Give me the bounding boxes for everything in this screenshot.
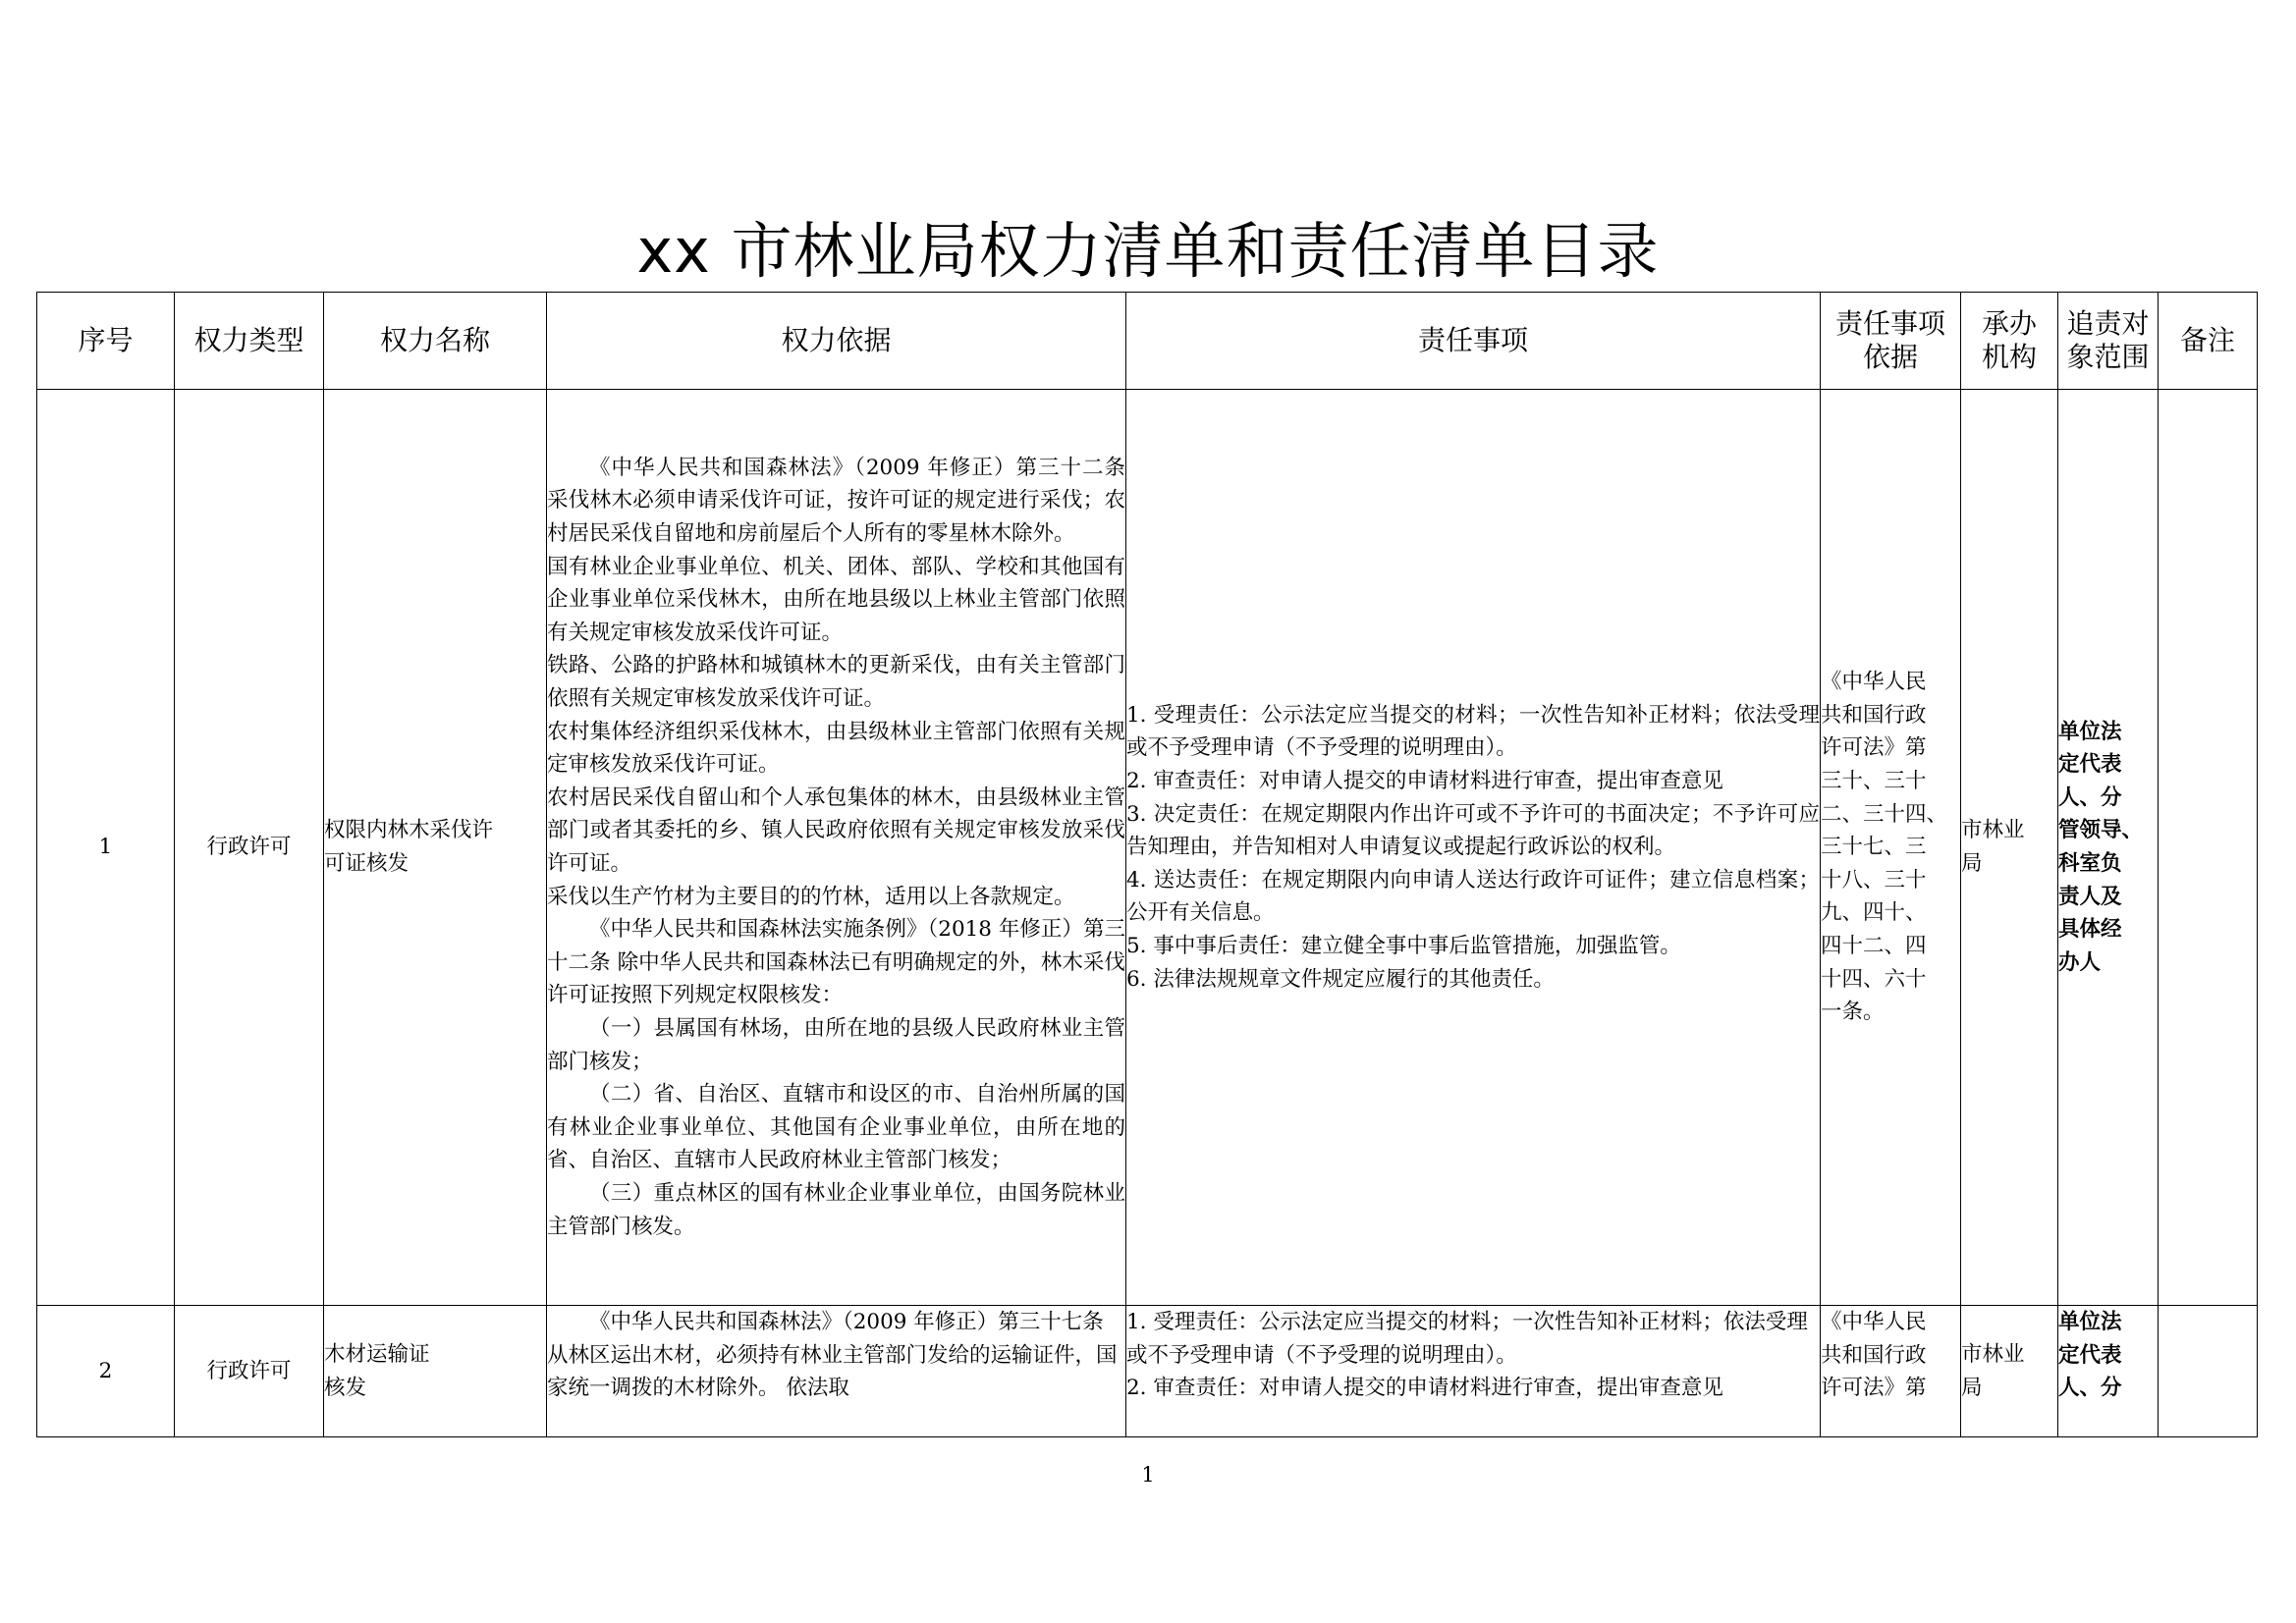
cell-duty: 1. 受理责任：公示法定应当提交的材料；一次性告知补正材料；依法受理或不予受理申请（不予受理的说明理由）。 2. 审查责任：对申请人提交的申请材料进行审查，提出审查意见 3. 决定责任：在规定期限内作出许可或不予许可的书面决定；不予许可应告知理由，并告知相对人申请复议或提起行政诉讼的权利。 4. 送达责任：在规定期限内向申请人送达行政许可证件；建立信息档案；公开有关信息。 5. 事中事后责任：建立健全事中事后监管措施，加强监管。 6. 法律法规规章文件规定应履行的其他责任。 <box>1126 390 1821 1306</box>
cell-power-name: 权限内林木采伐许 可证核发 <box>324 390 547 1306</box>
table-header-row <box>37 293 2258 390</box>
header-seq: 序号 <box>37 293 175 390</box>
header-scope: 追责对 象范围 <box>2058 293 2159 390</box>
cell-power-type: 行政许可 <box>175 1306 324 1437</box>
page-title: xx 市林业局权力清单和责任清单目录 <box>636 215 1660 287</box>
cell-power-name: 木材运输证 核发 <box>324 1306 547 1437</box>
cell-power-basis: 《中华人民共和国森林法》（2009 年修正）第三十二条 采伐林木必须申请采伐许可证，按许可证的规定进行采伐；农村居民采伐自留地和房前屋后个人所有的零星林木除外。 国有林业企业事业单位、机关、团体、部队、学校和其他国有企业事业单位采伐林木，由所在地县级以上林业主管部门依照有关规定审核发放采伐许可证。 铁路、公路的护路林和城镇林木的更新采伐，由有关主管部门依照有关规定审核发放采伐许可证。 农村集体经济组织采伐林木，由县级林业主管部门依照有关规定审核发放采伐许可证。 农村居民采伐自留山和个人承包集体的林木，由县级林业主管部门或者其委托的乡、镇人民政府依照有关规定审核发放采伐许可证。 采伐以生产竹材为主要目的的竹林，适用以上各款规定。 《中华人民共和国森林法实施条例》（2018 年修正）第三十二条 除中华人民共和国森林法已有明确规定的外，林木采伐许可证按照下列规定权限核发： （一）县属国有林场，由所在地的县级人民政府林业主管部门核发； （二）省、自治区、直辖市和设区的市、自治州所属的国有林业企业事业单位、其他国有企业事业单位，由所在地的省、自治区、直辖市人民政府林业主管部门核发； （三）重点林区的国有林业企业事业单位，由国务院林业主管部门核发。 <box>547 390 1126 1306</box>
header-org: 承办 机构 <box>1961 293 2058 390</box>
cell-note <box>2159 1306 2258 1437</box>
cell-duty-basis: 《中华人民 共和国行政 许可法》第 <box>1821 1306 1961 1437</box>
table-row <box>37 1306 2258 1437</box>
header-power-name: 权力名称 <box>324 293 547 390</box>
header-duty: 责任事项 <box>1126 293 1821 390</box>
header-power-type: 权力类型 <box>175 293 324 390</box>
header-power-basis: 权力依据 <box>547 293 1126 390</box>
cell-org: 市林业 局 <box>1961 1306 2058 1437</box>
page-number: 1 <box>1141 1463 1155 1487</box>
cell-accountability-scope: 单位法 定代表 人、分 管领导、 科室负 责人及 具体经 办人 <box>2058 390 2159 1306</box>
cell-duty-basis: 《中华人民 共和国行政 许可法》第 三十、三十 二、三十四、 三十七、三 十八、三十 九、四十、 四十二、四 十四、六十 一条。 <box>1821 390 1961 1306</box>
cell-note <box>2159 390 2258 1306</box>
cell-duty: 1. 受理责任：公示法定应当提交的材料；一次性告知补正材料；依法受理或不予受理申请（不予受理的说明理由）。 2. 审查责任：对申请人提交的申请材料进行审查，提出审查意见 <box>1126 1306 1821 1437</box>
header-duty-basis: 责任事项 依据 <box>1821 293 1961 390</box>
cell-power-type: 行政许可 <box>175 390 324 1306</box>
cell-org: 市林业 局 <box>1961 390 2058 1306</box>
header-note: 备注 <box>2159 293 2258 390</box>
cell-seq: 1 <box>37 390 175 1306</box>
cell-accountability-scope: 单位法 定代表 人、分 <box>2058 1306 2159 1437</box>
power-responsibility-table <box>36 292 2258 1437</box>
cell-seq: 2 <box>37 1306 175 1437</box>
table-row <box>37 390 2258 1306</box>
cell-power-basis: 《中华人民共和国森林法》（2009 年修正）第三十七条 从林区运出木材，必须持有林业主管部门发给的运输证件，国家统一调拨的木材除外。 依法取 <box>547 1306 1126 1437</box>
